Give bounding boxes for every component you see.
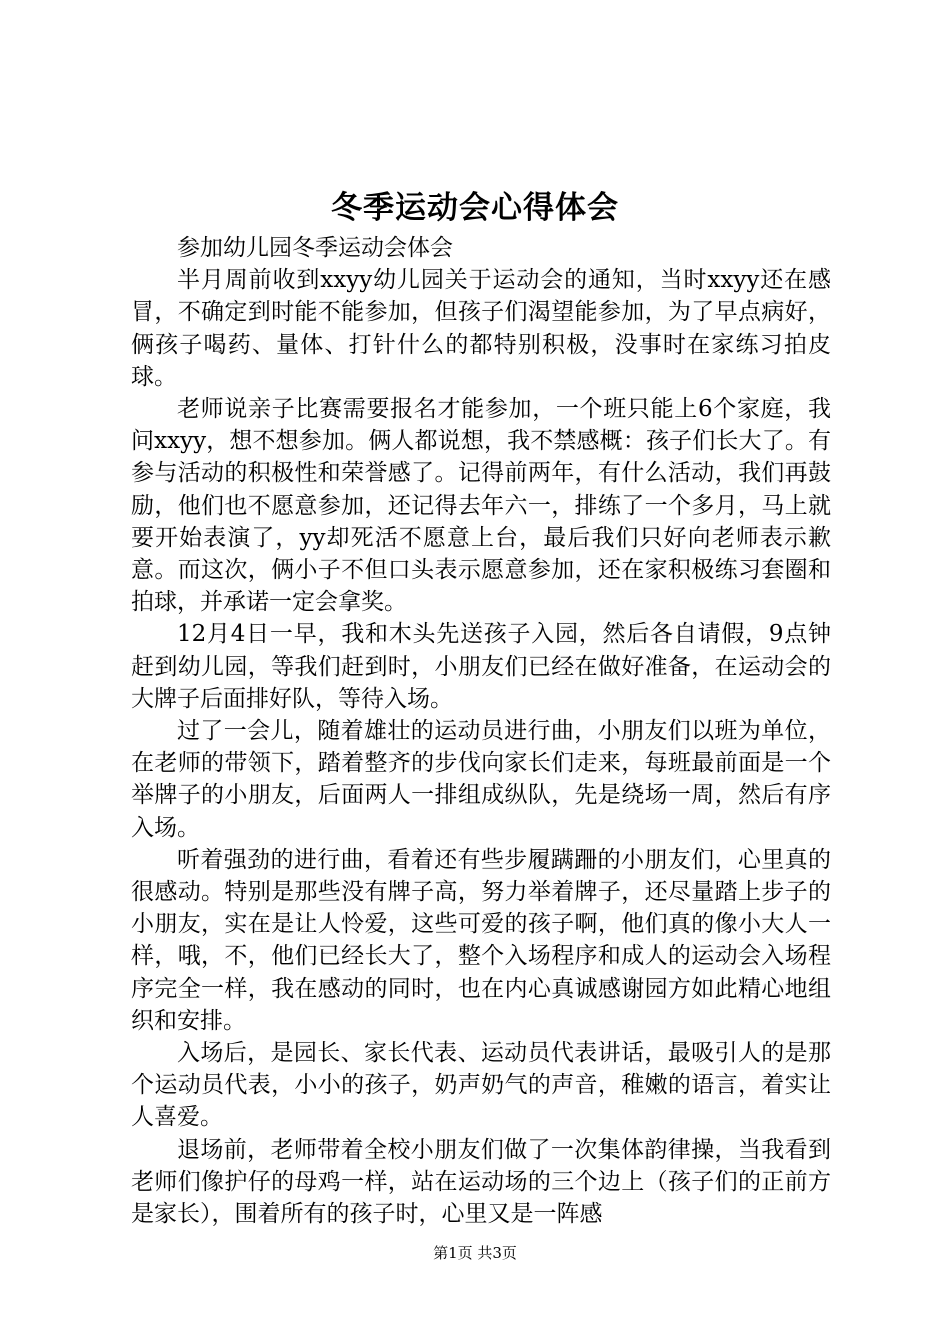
paragraph: 参加幼儿园冬季运动会体会 <box>177 235 453 261</box>
paragraph: 听着强劲的进行曲，看着还有些步履蹒跚的小朋友们，心里真的很感动。特别是那些没有牌子高，努力举着牌子，还尽量踏上步子的小朋友，实在是让人怜爱，这些可爱的孩子啊，他们真的像小大人一样，哦，不，他们已经长大了，整个入场程序和成人的运动会入场程序完全一样，我在感动的同时，也在内心真诚感谢园方如此精心地组织和安排。 <box>131 846 831 1034</box>
paragraph: 半月周前收到xxyy幼儿园关于运动会的通知，当时xxyy还在感冒，不确定到时能不能参加，但孩子们渴望能参加，为了早点病好，俩孩子喝药、量体、打针什么的都特别积极，没事时在家练习拍皮球。 <box>131 267 831 390</box>
paragraph: 12月4日一早，我和木头先送孩子入园，然后各自请假，9点钟赶到幼儿园，等我们赶到时，小朋友们已经在做好准备，在运动会的大牌子后面排好队，等待入场。 <box>131 621 831 712</box>
paragraph: 退场前，老师带着全校小朋友们做了一次集体韵律操，当我看到老师们像护仔的母鸡一样，站在运动场的三个边上（孩子们的正前方是家长），围着所有的孩子时，心里又是一阵感 <box>131 1136 831 1228</box>
page-number-footer: 第1页 共3页 <box>433 1244 517 1262</box>
document-title: 冬季运动会心得体会 <box>331 190 619 226</box>
paragraph: 老师说亲子比赛需要报名才能参加，一个班只能上6个家庭，我问xxyy，想不想参加。俩人都说想，我不禁感概：孩子们长大了。有参与活动的积极性和荣誉感了。记得前两年，有什么活动，我们再鼓励，他们也不愿意参加，还记得去年六一，排练了一个多月，马上就要开始表演了，yy却死活不愿意上台，最后我们只好向老师表示歉意。而这次，俩小子不但口头表示愿意参加，还在家积极练习套圈和拍球，并承诺一定会拿奖。 <box>131 396 831 616</box>
paragraph: 入场后，是园长、家长代表、运动员代表讲话，最吸引人的是那个运动员代表，小小的孩子，奶声奶气的声音，稚嫩的语言，着实让人喜爱。 <box>131 1040 831 1131</box>
paragraph: 过了一会儿，随着雄壮的运动员进行曲，小朋友们以班为单位，在老师的带领下，踏着整齐的步伐向家长们走来，每班最前面是一个举牌子的小朋友，后面两人一排组成纵队，先是绕场一周，然后有序入场。 <box>131 718 831 841</box>
document-body <box>131 232 831 1230</box>
